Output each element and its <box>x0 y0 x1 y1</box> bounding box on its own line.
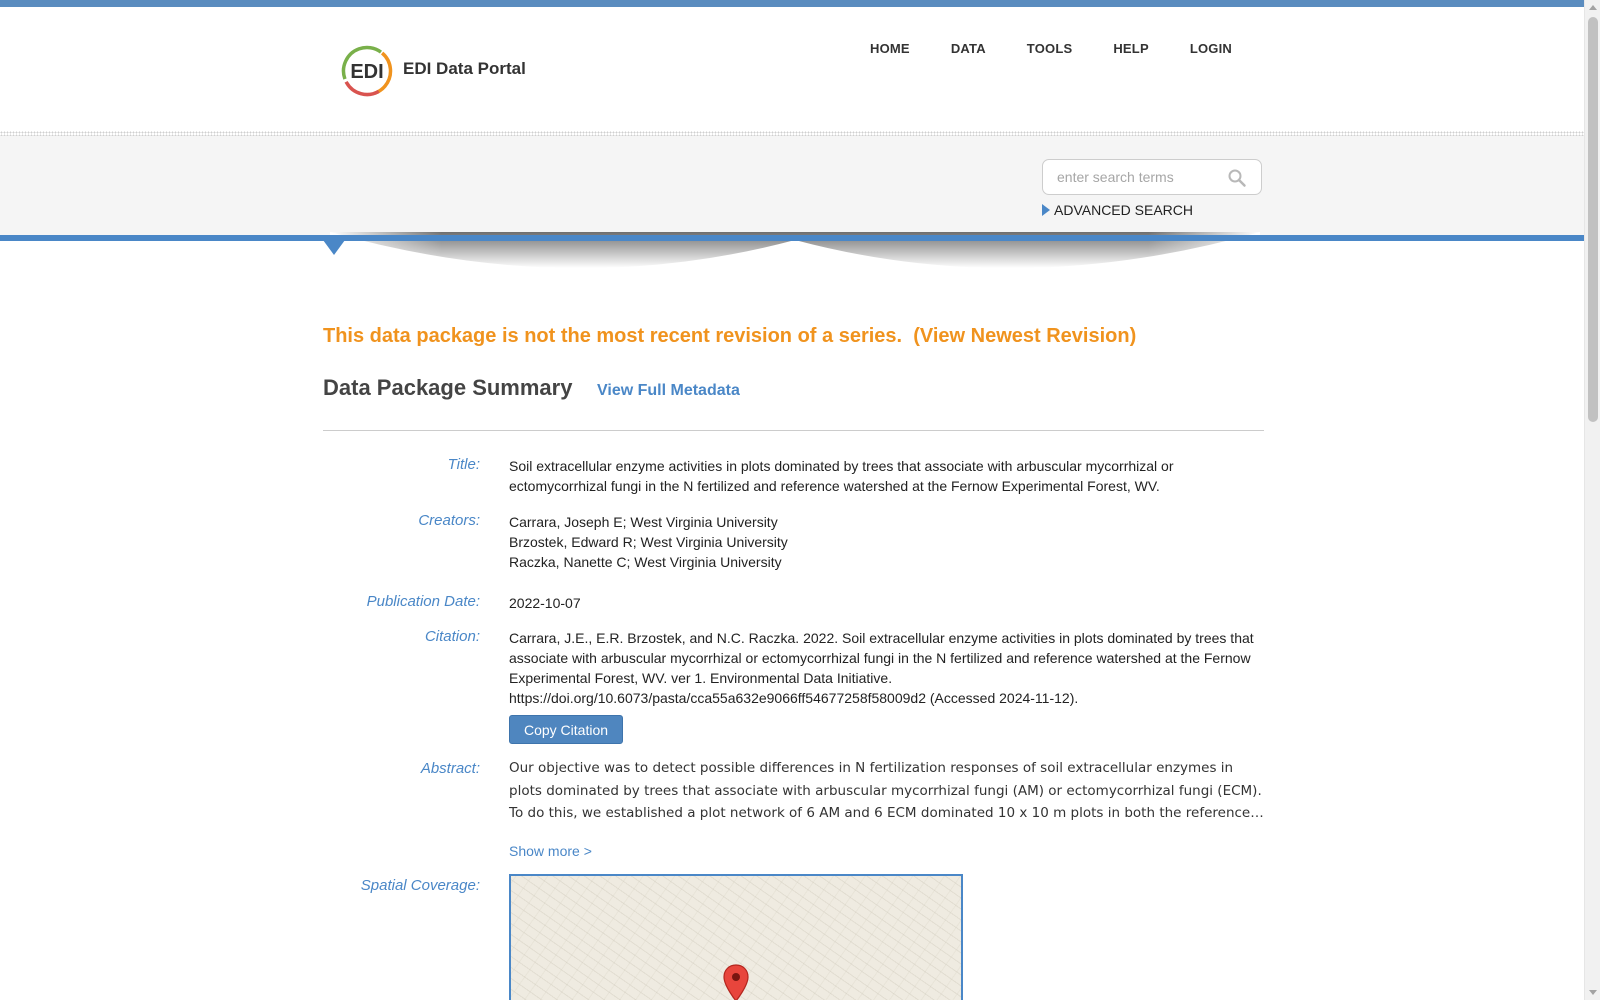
brand-name[interactable]: EDI Data Portal <box>403 59 526 78</box>
caret-right-icon <box>1042 204 1050 216</box>
map-pin-icon[interactable] <box>723 964 749 1000</box>
rule-notch-icon <box>323 240 345 255</box>
revision-warning-text: This data package is not the most recent revision of a series. <box>323 325 903 347</box>
citation-doi: https://doi.org/10.6073/pasta/cca55a632e9066ff54677258f58009d2 (Accessed 2024-11-12). <box>509 690 1079 706</box>
copy-citation-button[interactable]: Copy Citation <box>509 715 623 744</box>
header-shadow <box>330 232 1260 302</box>
abstract-label: Abstract: <box>420 760 480 777</box>
creators-list <box>509 512 1261 572</box>
creators-label: Creators: <box>418 512 480 529</box>
header-blue-rule <box>0 235 1584 241</box>
abstract-line: Our objective was to detect possible differences in N fertilization responses of soil extracellular enzymes in <box>509 760 1234 776</box>
nav-login[interactable]: LOGIN <box>1189 41 1232 56</box>
creator-item: Raczka, Nanette C; West Virginia University <box>509 554 782 570</box>
title-value: Soil extracellular enzyme activities in plots dominated by trees that associate with arbuscular mycorrhizal or ectomycorrhizal fungi in the N fertilized and reference watershed at the Fernow Experimental Forest, WV. <box>509 458 1174 494</box>
nav-help[interactable]: HELP <box>1113 41 1149 56</box>
publication-date-value: 2022-10-07 <box>509 595 581 611</box>
search-box <box>1042 159 1262 195</box>
scroll-thumb[interactable] <box>1588 17 1598 422</box>
title-divider <box>323 430 1264 431</box>
nav-tools[interactable]: TOOLS <box>1026 41 1073 56</box>
advanced-search-toggle[interactable] <box>1042 202 1193 218</box>
creator-item: Carrara, Joseph E; West Virginia University <box>509 514 778 530</box>
view-newest-revision-link[interactable]: (View Newest Revision) <box>913 325 1137 347</box>
citation-text: Carrara, J.E., E.R. Brzostek, and N.C. Raczka. 2022. Soil extracellular enzyme activities in plots dominated by trees that associate with arbuscular mycorrhizal or ectomycorrhizal fungi in the N fertilized and reference watershed at the Fernow Experimental Forest, WV. ver 1. Environmental Data Initiative. <box>509 630 1254 686</box>
main-nav <box>870 41 1273 56</box>
title-label: Title: <box>447 456 480 473</box>
nav-home[interactable]: HOME <box>870 41 910 56</box>
spatial-coverage-label: Spatial Coverage: <box>360 877 480 894</box>
top-accent-bar <box>0 0 1584 7</box>
abstract-line: plots dominated by trees that associate with arbuscular mycorrhizal fungi (AM) or ectomycorrhizal fungi (ECM). <box>509 782 1262 799</box>
nav-data[interactable]: DATA <box>950 41 986 56</box>
publication-date-label: Publication Date: <box>366 593 480 610</box>
abstract-text <box>509 757 1264 825</box>
logo-text: EDI <box>350 61 384 83</box>
scroll-down-icon[interactable] <box>1589 990 1597 995</box>
page-scrollbar[interactable] <box>1584 0 1600 1000</box>
search-input[interactable] <box>1057 169 1227 185</box>
abstract-line: To do this, we established a plot network of 6 AM and 6 ECM dominated 10 x 10 m plots in both the reference… <box>509 805 1264 821</box>
citation-block <box>509 628 1261 708</box>
spatial-coverage-map[interactable] <box>509 874 963 1000</box>
search-band <box>0 136 1584 235</box>
revision-warning <box>323 325 1136 348</box>
search-icon[interactable] <box>1227 168 1247 188</box>
scroll-up-icon[interactable] <box>1589 5 1597 10</box>
edi-logo-icon[interactable] <box>340 44 394 98</box>
citation-label: Citation: <box>424 628 480 645</box>
page-title: Data Package Summary <box>323 375 573 400</box>
advanced-search-label: ADVANCED SEARCH <box>1054 202 1193 218</box>
view-full-metadata-link[interactable]: View Full Metadata <box>597 382 740 399</box>
creator-item: Brzostek, Edward R; West Virginia University <box>509 534 788 550</box>
show-more-link[interactable]: Show more > <box>509 843 592 859</box>
